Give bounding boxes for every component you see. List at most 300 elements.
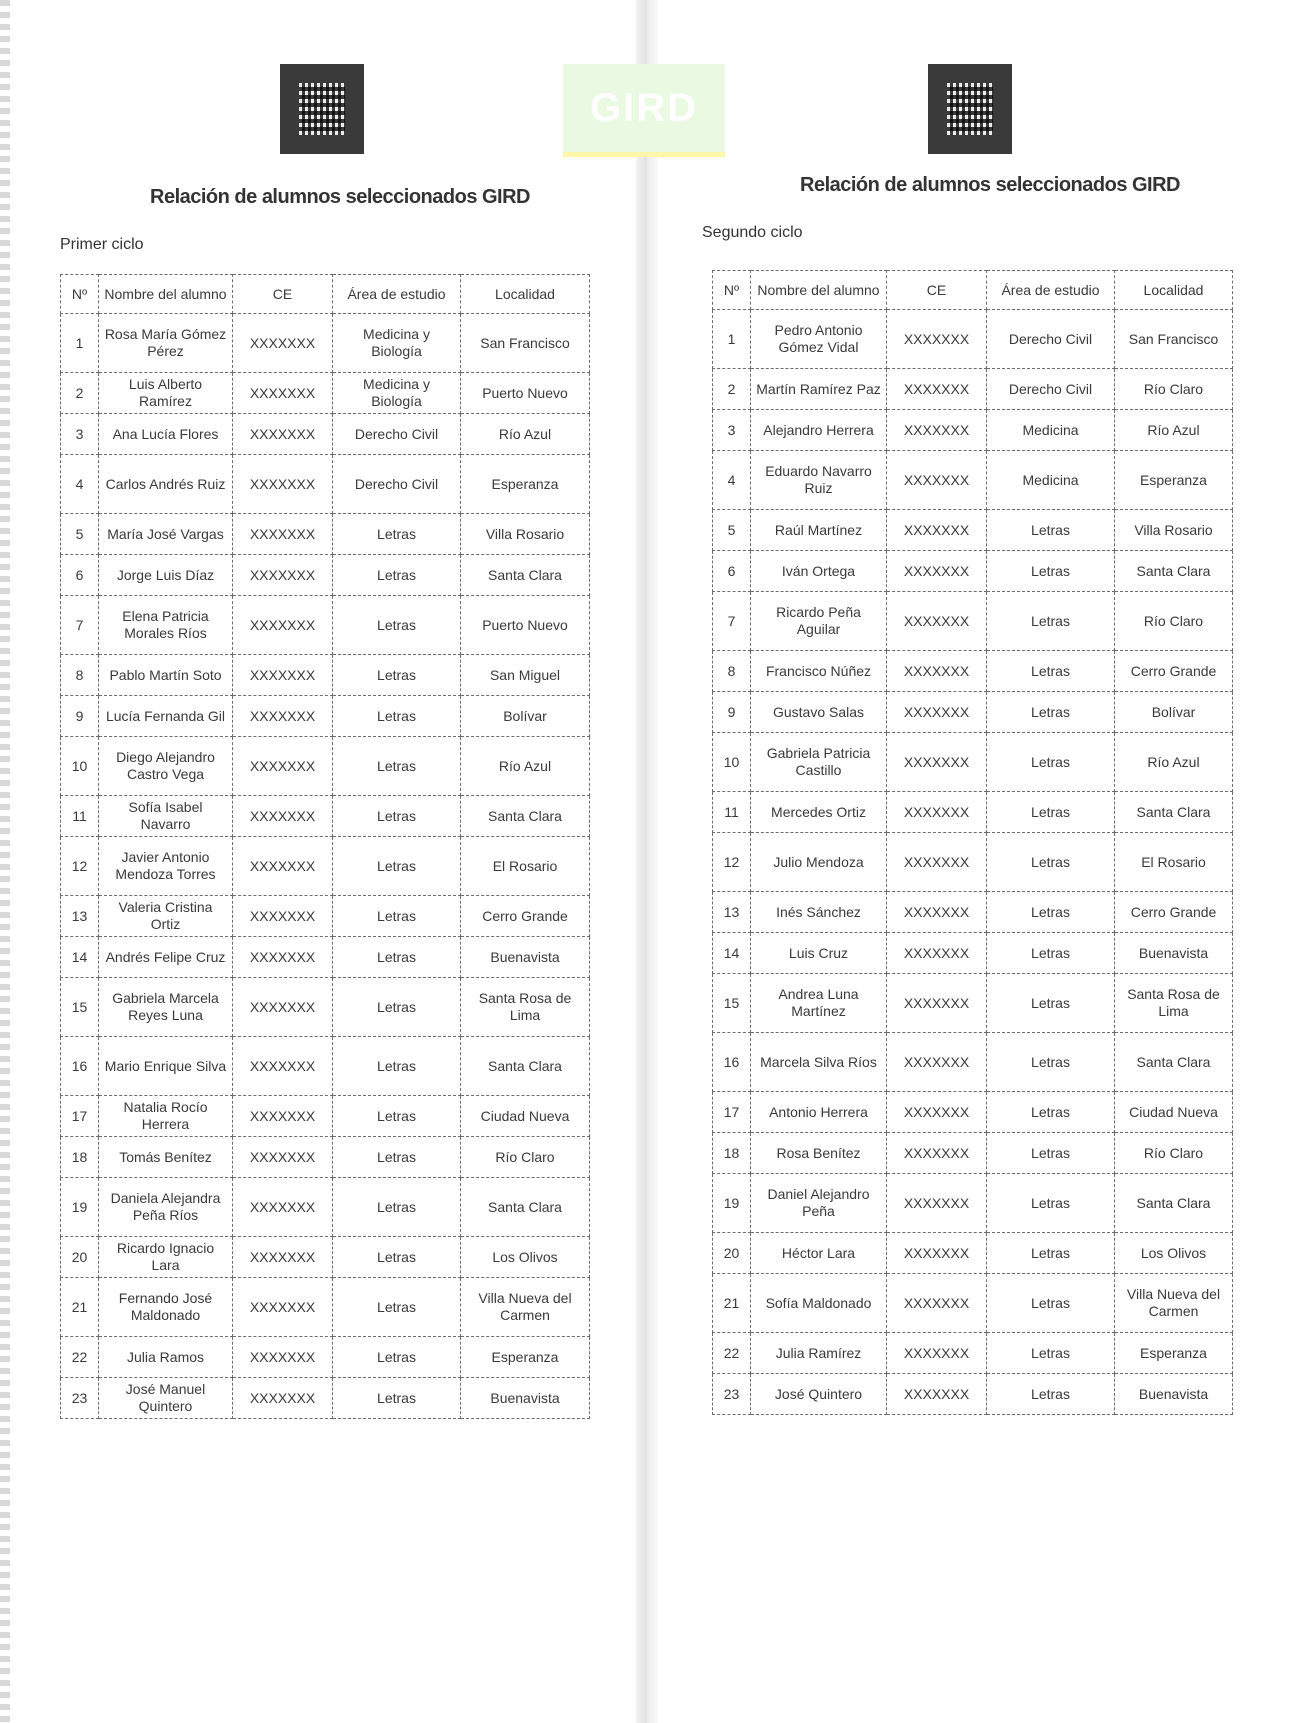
cell-area: Letras — [333, 514, 461, 555]
table-row — [61, 1178, 590, 1237]
cell-number: 14 — [61, 937, 99, 978]
cell-locality: Los Olivos — [1115, 1233, 1233, 1274]
cell-locality: San Francisco — [461, 314, 590, 373]
cell-name: Gabriela Marcela Reyes Luna — [99, 978, 233, 1037]
cell-name: José Manuel Quintero — [99, 1378, 233, 1419]
cell-locality: Ciudad Nueva — [461, 1096, 590, 1137]
qr-code-right — [928, 64, 1012, 154]
cell-ce: XXXXXXX — [887, 892, 987, 933]
cell-area: Letras — [333, 978, 461, 1037]
cell-locality: Cerro Grande — [461, 896, 590, 937]
cell-name: Andrea Luna Martínez — [751, 974, 887, 1033]
table-row — [713, 1174, 1233, 1233]
cell-name: Julio Mendoza — [751, 833, 887, 892]
cell-ce: XXXXXXX — [887, 551, 987, 592]
cell-area: Letras — [987, 1033, 1115, 1092]
page-edge-shadow — [0, 0, 10, 1723]
cell-number: 18 — [61, 1137, 99, 1178]
cell-area: Letras — [333, 1178, 461, 1237]
cell-name: Alejandro Herrera — [751, 410, 887, 451]
cell-area: Letras — [987, 792, 1115, 833]
cell-ce: XXXXXXX — [233, 373, 333, 414]
cell-ce: XXXXXXX — [887, 1274, 987, 1333]
table-row — [713, 451, 1233, 510]
cell-area: Letras — [987, 833, 1115, 892]
table-row — [61, 978, 590, 1037]
cell-name: Pablo Martín Soto — [99, 655, 233, 696]
cell-area: Letras — [987, 1374, 1115, 1415]
cell-area: Letras — [987, 933, 1115, 974]
cell-number: 17 — [713, 1092, 751, 1133]
cell-number: 3 — [713, 410, 751, 451]
table-row — [713, 733, 1233, 792]
cell-locality: Esperanza — [1115, 1333, 1233, 1374]
cell-area: Letras — [987, 651, 1115, 692]
cell-locality: San Miguel — [461, 655, 590, 696]
cell-number: 16 — [713, 1033, 751, 1092]
cell-locality: Río Claro — [1115, 1133, 1233, 1174]
cell-ce: XXXXXXX — [233, 937, 333, 978]
cell-number: 23 — [61, 1378, 99, 1419]
cell-number: 10 — [61, 737, 99, 796]
cell-area: Derecho Civil — [987, 369, 1115, 410]
cell-number: 22 — [713, 1333, 751, 1374]
cell-name: Inés Sánchez — [751, 892, 887, 933]
table-row — [61, 1237, 590, 1278]
cell-ce: XXXXXXX — [887, 592, 987, 651]
cell-name: Tomás Benítez — [99, 1137, 233, 1178]
col-header-number: Nº — [713, 271, 751, 310]
cell-ce: XXXXXXX — [887, 833, 987, 892]
cell-area: Letras — [987, 1133, 1115, 1174]
cell-ce: XXXXXXX — [887, 974, 987, 1033]
right-page-title: Relación de alumnos seleccionados GIRD — [800, 174, 1181, 196]
table-row — [61, 655, 590, 696]
cell-name: Sofía Isabel Navarro — [99, 796, 233, 837]
cell-locality: Buenavista — [461, 1378, 590, 1419]
cell-area: Letras — [333, 1037, 461, 1096]
cell-area: Letras — [987, 692, 1115, 733]
table-row — [713, 1233, 1233, 1274]
cell-name: Gustavo Salas — [751, 692, 887, 733]
qr-pattern-icon — [947, 83, 993, 135]
cell-locality: Santa Clara — [461, 555, 590, 596]
cell-number: 4 — [61, 455, 99, 514]
cell-number: 20 — [61, 1237, 99, 1278]
table-row — [713, 310, 1233, 369]
cell-area: Letras — [987, 1274, 1115, 1333]
cell-name: Martín Ramírez Paz — [751, 369, 887, 410]
cell-number: 3 — [61, 414, 99, 455]
col-header-ce: CE — [887, 271, 987, 310]
cell-ce: XXXXXXX — [233, 796, 333, 837]
cell-name: Marcela Silva Ríos — [751, 1033, 887, 1092]
table-row — [61, 555, 590, 596]
col-header-name: Nombre del alumno — [751, 271, 887, 310]
cell-area: Letras — [333, 1137, 461, 1178]
cell-name: Antonio Herrera — [751, 1092, 887, 1133]
col-header-area: Área de estudio — [333, 275, 461, 314]
cell-name: Pedro Antonio Gómez Vidal — [751, 310, 887, 369]
table-row — [61, 1037, 590, 1096]
cell-name: Ricardo Peña Aguilar — [751, 592, 887, 651]
cell-area: Letras — [333, 696, 461, 737]
cell-number: 11 — [61, 796, 99, 837]
cell-ce: XXXXXXX — [887, 1333, 987, 1374]
cell-name: María José Vargas — [99, 514, 233, 555]
table-row — [61, 514, 590, 555]
cell-name: Carlos Andrés Ruiz — [99, 455, 233, 514]
left-page-subtitle: Primer ciclo — [60, 236, 144, 253]
cell-ce: XXXXXXX — [233, 314, 333, 373]
cell-locality: Río Claro — [1115, 592, 1233, 651]
cell-ce: XXXXXXX — [887, 1374, 987, 1415]
cell-locality: Los Olivos — [461, 1237, 590, 1278]
cell-number: 12 — [61, 837, 99, 896]
cell-locality: Buenavista — [1115, 1374, 1233, 1415]
cell-area: Letras — [333, 796, 461, 837]
table-row — [713, 592, 1233, 651]
col-header-locality: Localidad — [461, 275, 590, 314]
cell-area: Letras — [333, 937, 461, 978]
cell-name: Valeria Cristina Ortiz — [99, 896, 233, 937]
cell-ce: XXXXXXX — [233, 1137, 333, 1178]
cell-ce: XXXXXXX — [233, 737, 333, 796]
cell-number: 1 — [61, 314, 99, 373]
cell-locality: Santa Clara — [461, 796, 590, 837]
cell-number: 12 — [713, 833, 751, 892]
cell-ce: XXXXXXX — [233, 596, 333, 655]
cell-number: 2 — [61, 373, 99, 414]
cell-name: Daniela Alejandra Peña Ríos — [99, 1178, 233, 1237]
cell-area: Letras — [987, 592, 1115, 651]
cell-number: 19 — [61, 1178, 99, 1237]
cell-area: Derecho Civil — [333, 455, 461, 514]
cell-area: Letras — [987, 733, 1115, 792]
cell-number: 5 — [61, 514, 99, 555]
cell-ce: XXXXXXX — [233, 1096, 333, 1137]
table-row — [713, 1092, 1233, 1133]
col-header-name: Nombre del alumno — [99, 275, 233, 314]
right-page-subtitle: Segundo ciclo — [702, 224, 803, 241]
cell-locality: Río Claro — [1115, 369, 1233, 410]
cell-name: Ricardo Ignacio Lara — [99, 1237, 233, 1278]
cell-number: 13 — [61, 896, 99, 937]
cell-number: 4 — [713, 451, 751, 510]
cell-locality: Santa Clara — [1115, 1174, 1233, 1233]
cell-area: Medicina — [987, 451, 1115, 510]
cell-ce: XXXXXXX — [233, 1037, 333, 1096]
cell-locality: Río Azul — [461, 737, 590, 796]
cell-name: Gabriela Patricia Castillo — [751, 733, 887, 792]
cell-number: 7 — [713, 592, 751, 651]
col-header-area: Área de estudio — [987, 271, 1115, 310]
cell-area: Letras — [333, 1237, 461, 1278]
cell-area: Letras — [333, 737, 461, 796]
cell-ce: XXXXXXX — [887, 651, 987, 692]
cell-ce: XXXXXXX — [887, 792, 987, 833]
cell-name: José Quintero — [751, 1374, 887, 1415]
cell-ce: XXXXXXX — [233, 455, 333, 514]
cell-ce: XXXXXXX — [233, 1278, 333, 1337]
cell-name: Luis Cruz — [751, 933, 887, 974]
cell-ce: XXXXXXX — [233, 1237, 333, 1278]
table-row — [713, 933, 1233, 974]
cell-number: 19 — [713, 1174, 751, 1233]
left-roster-table — [60, 274, 590, 1419]
cell-name: Andrés Felipe Cruz — [99, 937, 233, 978]
cell-ce: XXXXXXX — [233, 896, 333, 937]
cell-name: Mario Enrique Silva — [99, 1037, 233, 1096]
cell-area: Letras — [333, 596, 461, 655]
table-row — [713, 410, 1233, 451]
cell-ce: XXXXXXX — [887, 1233, 987, 1274]
table-row — [713, 651, 1233, 692]
cell-ce: XXXXXXX — [233, 1378, 333, 1419]
cell-ce: XXXXXXX — [233, 696, 333, 737]
cell-locality: Río Azul — [1115, 733, 1233, 792]
cell-area: Letras — [987, 974, 1115, 1033]
cell-locality: Villa Rosario — [461, 514, 590, 555]
cell-name: Raúl Martínez — [751, 510, 887, 551]
cell-name: Rosa María Gómez Pérez — [99, 314, 233, 373]
table-row — [713, 1374, 1233, 1415]
table-row — [61, 1278, 590, 1337]
cell-area: Letras — [333, 837, 461, 896]
cell-number: 13 — [713, 892, 751, 933]
table-row — [61, 1337, 590, 1378]
cell-locality: Cerro Grande — [1115, 892, 1233, 933]
table-row — [61, 455, 590, 514]
cell-name: Héctor Lara — [751, 1233, 887, 1274]
cell-name: Rosa Benítez — [751, 1133, 887, 1174]
cell-ce: XXXXXXX — [233, 655, 333, 696]
cell-area: Letras — [987, 1092, 1115, 1133]
cell-locality: Villa Nueva del Carmen — [461, 1278, 590, 1337]
cell-locality: Santa Rosa de Lima — [461, 978, 590, 1037]
cell-number: 15 — [713, 974, 751, 1033]
cell-name: Luis Alberto Ramírez — [99, 373, 233, 414]
cell-locality: Santa Clara — [1115, 551, 1233, 592]
cell-area: Medicina y Biología — [333, 314, 461, 373]
cell-locality: Bolívar — [461, 696, 590, 737]
table-row — [713, 369, 1233, 410]
cell-locality: Santa Clara — [461, 1037, 590, 1096]
brand-logo — [563, 64, 725, 157]
cell-ce: XXXXXXX — [233, 555, 333, 596]
cell-ce: XXXXXXX — [233, 978, 333, 1037]
cell-ce: XXXXXXX — [887, 1174, 987, 1233]
cell-locality: Puerto Nuevo — [461, 373, 590, 414]
cell-ce: XXXXXXX — [233, 837, 333, 896]
cell-number: 7 — [61, 596, 99, 655]
cell-number: 9 — [713, 692, 751, 733]
cell-area: Letras — [987, 1333, 1115, 1374]
table-row — [61, 1137, 590, 1178]
cell-area: Letras — [987, 510, 1115, 551]
cell-name: Natalia Rocío Herrera — [99, 1096, 233, 1137]
table-row — [61, 596, 590, 655]
cell-area: Letras — [987, 892, 1115, 933]
cell-locality: Bolívar — [1115, 692, 1233, 733]
cell-name: Julia Ramos — [99, 1337, 233, 1378]
cell-locality: Santa Clara — [1115, 1033, 1233, 1092]
cell-number: 6 — [713, 551, 751, 592]
cell-locality: El Rosario — [1115, 833, 1233, 892]
table-row — [713, 510, 1233, 551]
cell-locality: Ciudad Nueva — [1115, 1092, 1233, 1133]
cell-number: 1 — [713, 310, 751, 369]
cell-locality: Villa Nueva del Carmen — [1115, 1274, 1233, 1333]
cell-ce: XXXXXXX — [887, 451, 987, 510]
cell-ce: XXXXXXX — [887, 1133, 987, 1174]
cell-name: Elena Patricia Morales Ríos — [99, 596, 233, 655]
cell-name: Daniel Alejandro Peña — [751, 1174, 887, 1233]
table-row — [61, 796, 590, 837]
cell-ce: XXXXXXX — [887, 510, 987, 551]
cell-number: 20 — [713, 1233, 751, 1274]
qr-code-left — [280, 64, 364, 154]
cell-area: Derecho Civil — [333, 414, 461, 455]
right-roster-table — [712, 270, 1233, 1415]
left-roster-body — [61, 314, 590, 1419]
cell-area: Letras — [987, 551, 1115, 592]
cell-number: 15 — [61, 978, 99, 1037]
cell-name: Fernando José Maldonado — [99, 1278, 233, 1337]
cell-locality: Esperanza — [461, 1337, 590, 1378]
table-row — [61, 937, 590, 978]
table-row — [61, 896, 590, 937]
brand-logo-text: GIRD — [590, 85, 698, 130]
cell-number: 2 — [713, 369, 751, 410]
cell-ce: XXXXXXX — [887, 1092, 987, 1133]
cell-name: Sofía Maldonado — [751, 1274, 887, 1333]
qr-pattern-icon — [299, 83, 345, 135]
cell-area: Letras — [333, 555, 461, 596]
table-row — [713, 1333, 1233, 1374]
cell-name: Jorge Luis Díaz — [99, 555, 233, 596]
table-row — [713, 1133, 1233, 1174]
right-roster-body — [713, 310, 1233, 1415]
cell-locality: Río Azul — [461, 414, 590, 455]
cell-number: 14 — [713, 933, 751, 974]
table-row — [713, 1033, 1233, 1092]
table-row — [61, 737, 590, 796]
cell-number: 16 — [61, 1037, 99, 1096]
cell-name: Julia Ramírez — [751, 1333, 887, 1374]
cell-ce: XXXXXXX — [887, 933, 987, 974]
cell-locality: El Rosario — [461, 837, 590, 896]
cell-ce: XXXXXXX — [887, 692, 987, 733]
table-row — [61, 1378, 590, 1419]
table-row — [713, 792, 1233, 833]
cell-locality: Buenavista — [461, 937, 590, 978]
cell-ce: XXXXXXX — [887, 1033, 987, 1092]
cell-area: Letras — [333, 1278, 461, 1337]
cell-locality: Río Claro — [461, 1137, 590, 1178]
cell-locality: Buenavista — [1115, 933, 1233, 974]
cell-area: Letras — [333, 1378, 461, 1419]
table-header-row — [61, 275, 590, 314]
cell-name: Javier Antonio Mendoza Torres — [99, 837, 233, 896]
cell-number: 21 — [61, 1278, 99, 1337]
table-row — [61, 1096, 590, 1137]
cell-name: Iván Ortega — [751, 551, 887, 592]
cell-ce: XXXXXXX — [887, 310, 987, 369]
cell-area: Letras — [333, 655, 461, 696]
cell-name: Lucía Fernanda Gil — [99, 696, 233, 737]
table-row — [61, 414, 590, 455]
cell-name: Diego Alejandro Castro Vega — [99, 737, 233, 796]
cell-area: Letras — [333, 1096, 461, 1137]
cell-number: 22 — [61, 1337, 99, 1378]
col-header-locality: Localidad — [1115, 271, 1233, 310]
cell-area: Letras — [333, 896, 461, 937]
cell-locality: Esperanza — [1115, 451, 1233, 510]
cell-ce: XXXXXXX — [233, 414, 333, 455]
cell-locality: Puerto Nuevo — [461, 596, 590, 655]
table-row — [61, 837, 590, 896]
table-row — [713, 892, 1233, 933]
cell-number: 17 — [61, 1096, 99, 1137]
cell-ce: XXXXXXX — [233, 1337, 333, 1378]
cell-locality: Esperanza — [461, 455, 590, 514]
cell-number: 21 — [713, 1274, 751, 1333]
cell-area: Derecho Civil — [987, 310, 1115, 369]
cell-name: Eduardo Navarro Ruiz — [751, 451, 887, 510]
cell-ce: XXXXXXX — [887, 410, 987, 451]
cell-ce: XXXXXXX — [887, 733, 987, 792]
cell-locality: Santa Rosa de Lima — [1115, 974, 1233, 1033]
table-header-row — [713, 271, 1233, 310]
cell-area: Medicina y Biología — [333, 373, 461, 414]
cell-locality: Santa Clara — [461, 1178, 590, 1237]
cell-area: Letras — [333, 1337, 461, 1378]
table-row — [713, 1274, 1233, 1333]
cell-number: 9 — [61, 696, 99, 737]
cell-locality: Santa Clara — [1115, 792, 1233, 833]
table-row — [713, 833, 1233, 892]
cell-number: 18 — [713, 1133, 751, 1174]
book-fold — [636, 0, 658, 1723]
cell-locality: Río Azul — [1115, 410, 1233, 451]
table-row — [713, 974, 1233, 1033]
cell-number: 5 — [713, 510, 751, 551]
cell-number: 8 — [61, 655, 99, 696]
cell-name: Francisco Núñez — [751, 651, 887, 692]
col-header-ce: CE — [233, 275, 333, 314]
table-row — [61, 314, 590, 373]
cell-number: 8 — [713, 651, 751, 692]
cell-ce: XXXXXXX — [887, 369, 987, 410]
left-page-title: Relación de alumnos seleccionados GIRD — [150, 186, 531, 208]
col-header-number: Nº — [61, 275, 99, 314]
table-row — [61, 373, 590, 414]
cell-area: Letras — [987, 1233, 1115, 1274]
cell-number: 11 — [713, 792, 751, 833]
cell-name: Mercedes Ortiz — [751, 792, 887, 833]
cell-area: Letras — [987, 1174, 1115, 1233]
cell-ce: XXXXXXX — [233, 1178, 333, 1237]
cell-number: 10 — [713, 733, 751, 792]
cell-number: 23 — [713, 1374, 751, 1415]
cell-locality: Villa Rosario — [1115, 510, 1233, 551]
cell-locality: Cerro Grande — [1115, 651, 1233, 692]
table-row — [61, 696, 590, 737]
cell-name: Ana Lucía Flores — [99, 414, 233, 455]
cell-locality: San Francisco — [1115, 310, 1233, 369]
cell-area: Medicina — [987, 410, 1115, 451]
